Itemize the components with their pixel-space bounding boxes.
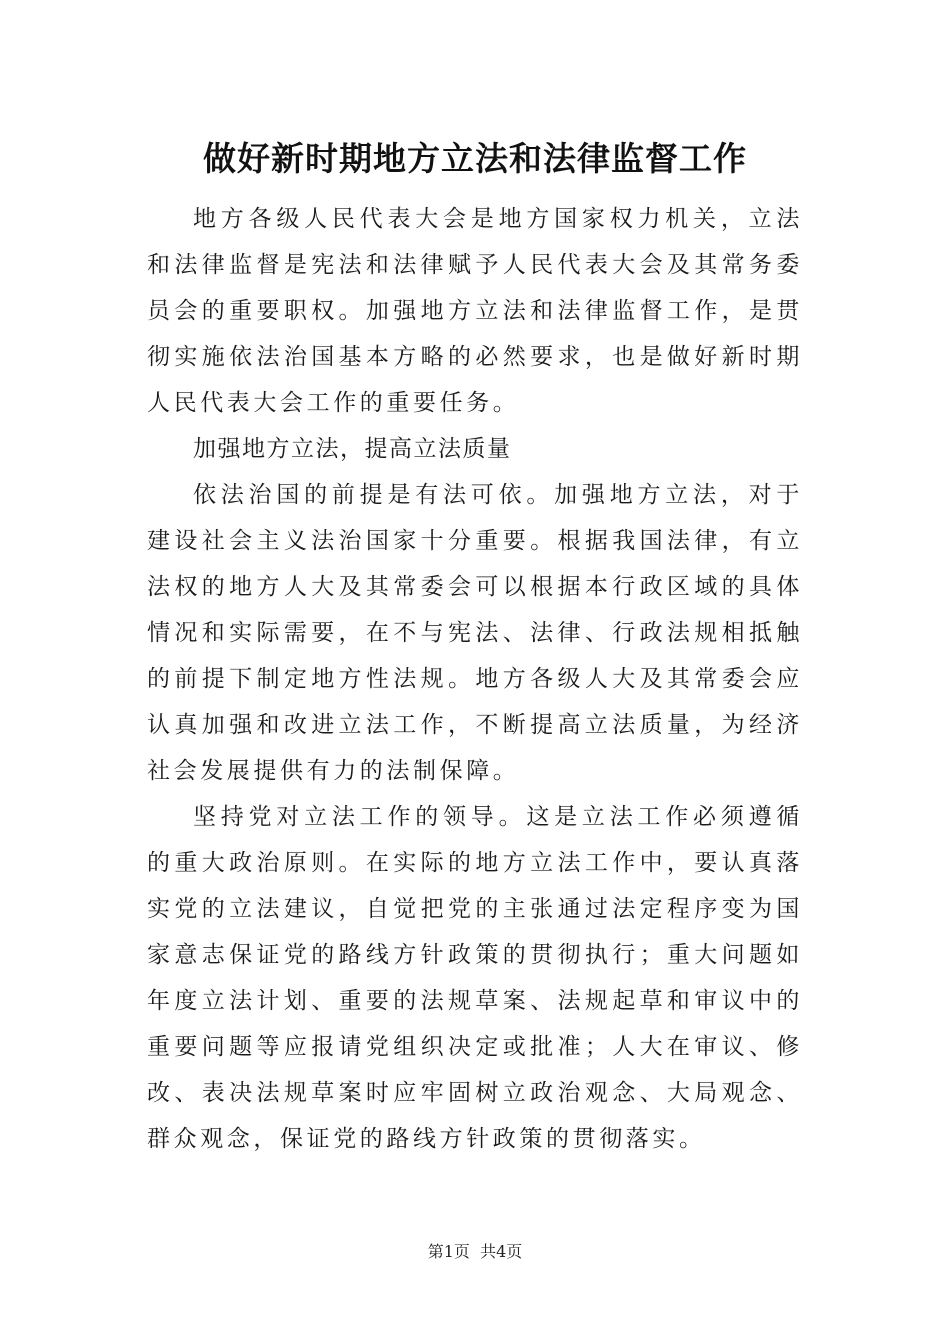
paragraph-party-leadership: 坚持党对立法工作的领导。这是立法工作必须遵循的重大政治原则。在实际的地方立法工作中，要认真落实党的立法建议，自觉把党的主张通过法定程序变为国家意志保证党的路线方针政策的贯彻执行；重大问题如年度立法计划、重要的法规草案、法规起草和审议中的重要问题等应报请党组织决定或批准；人大在审议、修改、表决法规草案时应牢固树立政治观念、大局观念、群众观念，保证党的路线方针政策的贯彻落实。: [147, 804, 803, 1152]
paragraph-legislation: 依法治国的前提是有法可依。加强地方立法，对于建设社会主义法治国家十分重要。根据我国法律，有立法权的地方人大及其常委会可以根据本行政区域的具体情况和实际需要，在不与宪法、法律、行政法规相抵触的前提下制定地方性法规。地方各级人大及其常委会应认真加强和改进立法工作，不断提高立法质量，为经济社会发展提供有力的法制保障。: [147, 482, 803, 784]
document-body: [147, 196, 803, 1162]
document-title: 做好新时期地方立法和法律监督工作: [203, 139, 747, 178]
page-number-footer: 第1页 共4页: [427, 1242, 523, 1261]
section-heading: 加强地方立法，提高立法质量: [193, 436, 512, 462]
paragraph-intro: 地方各级人民代表大会是地方国家权力机关，立法和法律监督是宪法和法律赋予人民代表大会及其常务委员会的重要职权。加强地方立法和法律监督工作，是贯彻实施依法治国基本方略的必然要求，也是做好新时期人民代表大会工作的重要任务。: [147, 206, 803, 416]
